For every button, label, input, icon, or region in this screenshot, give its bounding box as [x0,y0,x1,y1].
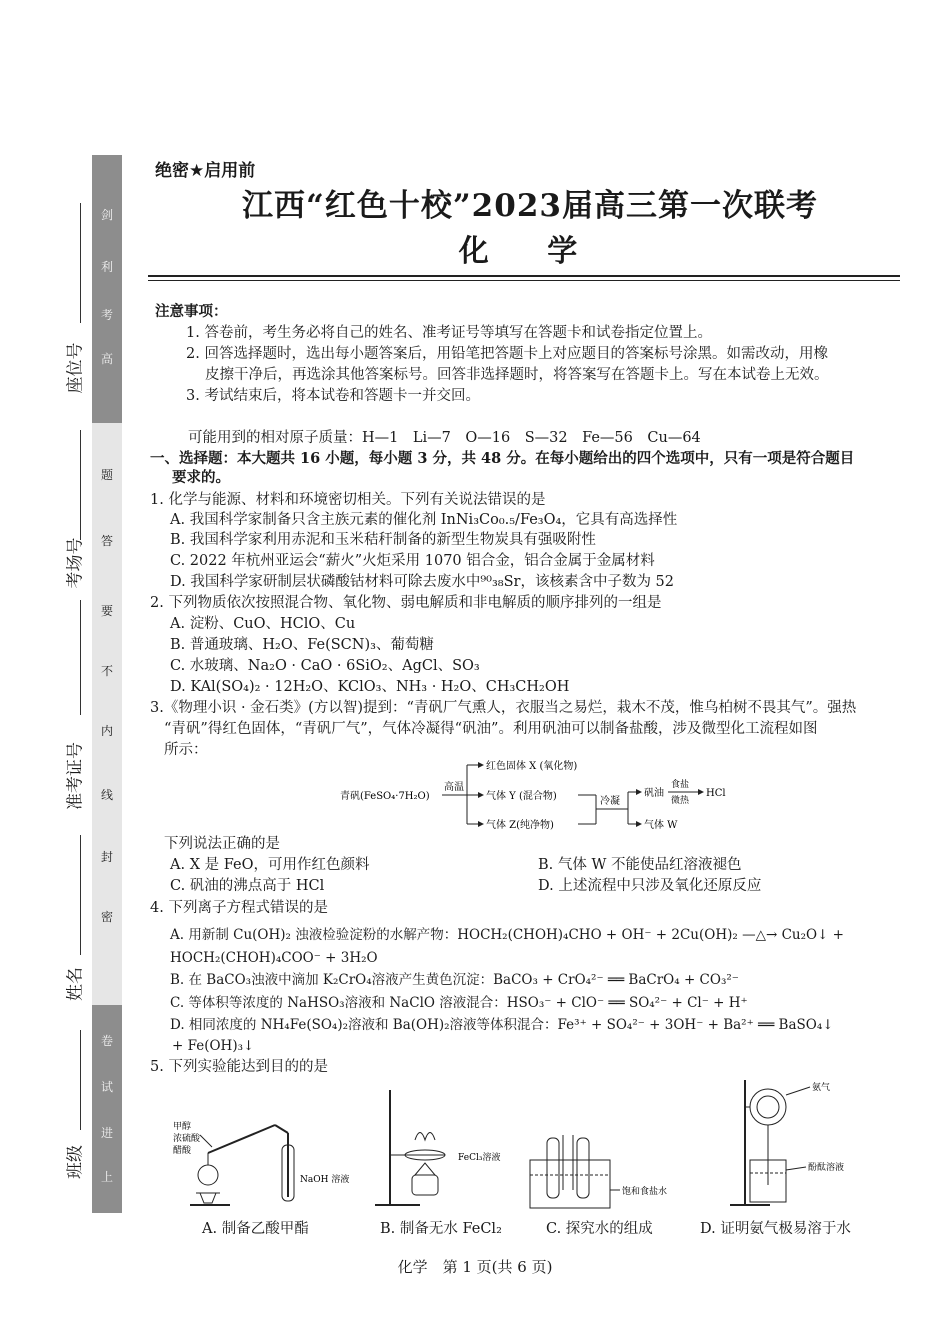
strip-char: 要 [100,604,113,618]
notice-item-3: 3. 考试结束后，将本试卷和答题卡一并交回。 [186,388,480,404]
q3-prompt: 下列说法正确的是 [164,836,280,852]
strip-char: 考 [100,308,113,322]
q5-option-b: B. 制备无水 FeCl₂ [380,1221,502,1237]
binding-strip-dark-top [92,155,122,423]
header-rule-thick [148,275,900,277]
q5-figure-b [370,1085,500,1215]
notice-heading: 注意事项： [155,304,228,320]
q3-stem-1: 3.《物理小识 · 金石类》(方以智)提到：“青矾厂气熏人，衣服当之易烂，栽木不茂，惟乌柏树不畏其气”。强热 [150,700,857,716]
q3-option-c: C. 矾油的沸点高于 HCl [170,878,325,894]
q2-option-a: A. 淀粉、CuO、HClO、Cu [170,616,356,632]
strip-char: 进 [100,1126,113,1140]
q3-option-d: D. 上述流程中只涉及氧化还原反应 [538,878,762,894]
ticket-field-label: 准考证号 [65,742,86,810]
q4-option-d-1: D. 相同浓度的 NH₄Fe(SO₄)₂溶液和 Ba(OH)₂溶液等体积混合：Fe³⁺ + SO₄²⁻ + 3OH⁻ + Ba²⁺ ══ BaSO₄↓ [170,1017,834,1033]
strip-char: 剑 [100,208,113,222]
q5-figure-c [525,1130,675,1215]
q3-stem-3: 所示： [164,742,208,758]
label-methanol: 甲醇 [173,1122,192,1132]
room-line [80,430,81,540]
q4-option-a-1: A. 用新制 Cu(OH)₂ 浊液检验淀粉的水解产物：HOCH₂(CHOH)₄CHO + OH⁻ + 2Cu(OH)₂ —△→ Cu₂O↓ + [170,927,844,943]
seat-field-label: 座位号 [65,342,86,394]
strip-char: 试 [100,1080,113,1094]
label-brine: 饱和食盐水 [622,1187,668,1197]
atomic-mass-line: 可能用到的相对原子质量：H—1 Li—7 O—16 S—32 Fe—56 Cu—64 [188,430,701,446]
strip-char: 上 [100,1170,113,1184]
flow-start: 青矾(FeSO₄·7H₂O) [340,791,430,802]
flow-w: 气体 W [644,820,678,831]
label-acetic: 醋酸 [173,1146,192,1156]
flow-salt-bottom: 微热 [671,796,690,806]
q1-option-a: A. 我国科学家制备只含主族元素的催化剂 InNi₃Co₀.₅/Fe₃O₄，它具有高选择性 [170,512,678,528]
flow-x: 红色固体 X (氧化物) [486,761,578,772]
label-conc-acid: 浓硫酸 [173,1134,201,1144]
strip-char: 密 [100,910,113,924]
ticket-line [80,600,81,715]
section1-heading: 一、选择题：本大题共 16 小题，每小题 3 分，共 48 分。在每小题给出的四个选项中，只有一项是符合题目 [150,450,855,467]
q5-option-d: D. 证明氨气极易溶于水 [700,1221,851,1237]
seat-line [80,203,81,323]
header-rule-thin [148,280,900,281]
q5-option-a: A. 制备乙酸甲酯 [202,1221,309,1237]
strip-char: 卷 [100,1034,113,1048]
flow-salt-top: 食盐 [671,780,690,790]
q1-stem: 1. 化学与能源、材料和环境密切相关。下列有关说法错误的是 [150,492,546,508]
notice-item-2: 2. 回答选择题时，选出每小题答案后，用铅笔把答题卡上对应题目的答案标号涂黑。如需改动，用橡 [186,346,828,362]
flow-condition: 高温 [444,782,464,793]
flow-cool: 冷凝 [600,796,620,807]
q1-option-c: C. 2022 年杭州亚运会“薪火”火炬采用 1070 铝合金，铝合金属于金属材料 [170,553,655,569]
q2-stem: 2. 下列物质依次按照混合物、氧化物、弱电解质和非电解质的顺序排列的一组是 [150,595,662,611]
q4-stem: 4. 下列离子方程式错误的是 [150,900,328,916]
class-field-label: 班级 [65,1145,86,1179]
q1-option-b: B. 我国科学家利用赤泥和玉米秸秆制备的新型生物炭具有强吸附性 [170,532,596,548]
strip-char: 答 [100,534,113,548]
section1-heading-cont: 要求的。 [172,469,230,486]
q3-flow-diagram [330,752,750,834]
label-ammonia: 氨气 [812,1083,831,1093]
label-fecl3: FeCl₃溶液 [458,1153,501,1163]
strip-char: 不 [100,664,113,678]
q5-figure-d [720,1075,870,1215]
secret-tag: 绝密★启用前 [155,161,256,181]
q5-stem: 5. 下列实验能达到目的的是 [150,1059,328,1075]
q2-option-b: B. 普通玻璃、H₂O、Fe(SCN)₃、葡萄糖 [170,637,434,653]
strip-char: 封 [100,850,113,864]
exam-title: 江西“红色十校”2023届高三第一次联考 [242,188,818,224]
flow-hcl: HCl [706,788,726,799]
q5-figure-a [160,1105,350,1215]
strip-char: 内 [100,724,113,738]
strip-char: 利 [100,260,113,274]
flow-z: 气体 Z(纯净物) [486,820,554,831]
q3-option-b: B. 气体 W 不能使品红溶液褪色 [538,857,742,873]
q4-option-d-2: + Fe(OH)₃↓ [172,1038,255,1054]
q3-option-a: A. X 是 FeO，可用作红色颜料 [170,857,370,873]
q5-option-c: C. 探究水的组成 [546,1221,653,1237]
flow-oil: 矾油 [644,788,664,799]
q3-stem-2: “青矾”得红色固体，“青矾厂气”，气体冷凝得“矾油”。利用矾油可以制备盐酸，涉及微型化工流程如图 [164,721,818,737]
name-line [80,835,81,955]
q2-option-c: C. 水玻璃、Na₂O · CaO · 6SiO₂、AgCl、SO₃ [170,658,480,674]
notice-item-1: 1. 答卷前，考生务必将自己的姓名、准考证号等填写在答题卡和试卷指定位置上。 [186,325,712,341]
q4-option-b: B. 在 BaCO₃浊液中滴加 K₂CrO₄溶液产生黄色沉淀：BaCO₃ + CrO₄²⁻ ══ BaCrO₄ + CO₃²⁻ [170,972,739,988]
q1-option-d: D. 我国科学家研制层状磷酸钴材料可除去废水中⁹⁰₃₈Sr，该核素含中子数为 52 [170,574,674,590]
name-field-label: 姓名 [65,967,86,1001]
label-naoh: NaOH 溶液 [300,1175,350,1185]
room-field-label: 考场号 [65,537,86,589]
class-line [80,1030,81,1130]
page-footer: 化学 第 1 页(共 6 页) [397,1258,553,1276]
exam-subject: 化 学 [458,234,602,269]
q2-option-d: D. KAl(SO₄)₂ · 12H₂O、KClO₃、NH₃ · H₂O、CH₃CH₂OH [170,679,570,695]
strip-char: 线 [100,788,113,802]
notice-item-2-cont: 皮擦干净后，再选涂其他答案标号。回答非选择题时，将答案写在答题卡上。写在本试卷上无效。 [205,367,829,383]
label-phenol: 酚酞溶液 [808,1163,845,1173]
q4-option-a-2: HOCH₂(CHOH)₄COO⁻ + 3H₂O [170,950,378,966]
q4-option-c: C. 等体积等浓度的 NaHSO₃溶液和 NaClO 溶液混合：HSO₃⁻ + ClO⁻ ══ SO₄²⁻ + Cl⁻ + H⁺ [170,995,748,1011]
flow-y: 气体 Y (混合物) [486,791,557,802]
strip-char: 题 [100,468,113,482]
strip-char: 高 [100,352,113,366]
